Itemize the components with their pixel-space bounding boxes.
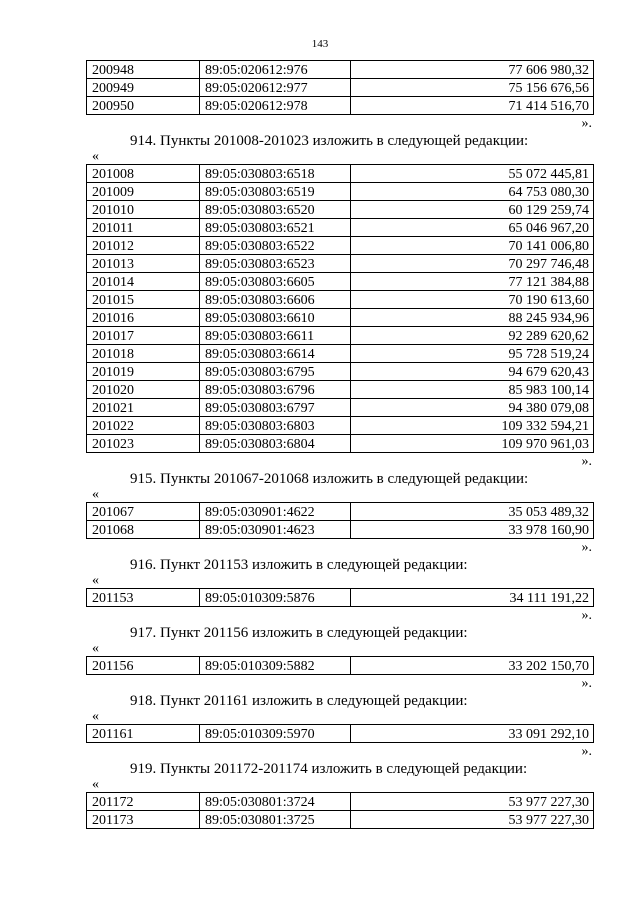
cadastral-value-cell: 60 129 259,74 <box>351 201 594 219</box>
cadastral-number-cell: 89:05:030803:6795 <box>200 363 351 381</box>
cadastral-number-cell: 89:05:020612:977 <box>200 79 351 97</box>
row-id-cell: 201008 <box>87 165 200 183</box>
row-id-cell: 201009 <box>87 183 200 201</box>
row-id-cell: 201020 <box>87 381 200 399</box>
cadastral-number-cell: 89:05:030803:6523 <box>200 255 351 273</box>
amendment-section <box>86 470 594 539</box>
cadastral-number-cell: 89:05:030803:6804 <box>200 435 351 453</box>
row-id-cell: 201011 <box>87 219 200 237</box>
table-row <box>87 79 594 97</box>
cadastral-number-cell: 89:05:030901:4623 <box>200 521 351 539</box>
cadastral-number-cell: 89:05:020612:976 <box>200 61 351 79</box>
cadastral-number-cell: 89:05:030803:6522 <box>200 237 351 255</box>
row-id-cell: 201013 <box>87 255 200 273</box>
cadastral-value-cell: 94 380 079,08 <box>351 399 594 417</box>
cadastral-number-cell: 89:05:030803:6610 <box>200 309 351 327</box>
cadastral-value-cell: 71 414 516,70 <box>351 97 594 115</box>
row-id-cell: 201019 <box>87 363 200 381</box>
row-id-cell: 201014 <box>87 273 200 291</box>
cadastral-value-cell: 88 245 934,96 <box>351 309 594 327</box>
closing-quote: ». <box>581 744 592 759</box>
cadastral-value-cell: 70 141 006,80 <box>351 237 594 255</box>
cadastral-value-cell: 64 753 080,30 <box>351 183 594 201</box>
cadastral-value-cell: 53 977 227,30 <box>351 793 594 811</box>
row-id-cell: 200949 <box>87 79 200 97</box>
opening-quote: « <box>92 709 99 724</box>
table-row <box>87 165 594 183</box>
table-row <box>87 811 594 829</box>
section-table <box>86 502 594 539</box>
cadastral-value-cell: 75 156 676,56 <box>351 79 594 97</box>
table-row <box>87 219 594 237</box>
cadastral-number-cell: 89:05:030803:6611 <box>200 327 351 345</box>
amendment-section <box>86 624 594 675</box>
document-body <box>86 60 594 829</box>
cadastral-value-cell: 95 728 519,24 <box>351 345 594 363</box>
row-id-cell: 201010 <box>87 201 200 219</box>
table-row <box>87 381 594 399</box>
cadastral-value-cell: 34 111 191,22 <box>351 589 594 607</box>
section-table <box>86 656 594 675</box>
cadastral-value-cell: 109 970 961,03 <box>351 435 594 453</box>
opening-quote: « <box>92 487 99 502</box>
table-row <box>87 201 594 219</box>
cadastral-number-cell: 89:05:010309:5970 <box>200 725 351 743</box>
table-row <box>87 183 594 201</box>
cadastral-number-cell: 89:05:030803:6519 <box>200 183 351 201</box>
cadastral-number-cell: 89:05:030901:4622 <box>200 503 351 521</box>
cadastral-number-cell: 89:05:020612:978 <box>200 97 351 115</box>
table-row <box>87 589 594 607</box>
row-id-cell: 201173 <box>87 811 200 829</box>
amendment-section <box>86 556 594 607</box>
closing-quote: ». <box>581 676 592 691</box>
row-id-cell: 201153 <box>87 589 200 607</box>
opening-quote: « <box>92 777 99 792</box>
cadastral-number-cell: 89:05:010309:5876 <box>200 589 351 607</box>
row-id-cell: 201172 <box>87 793 200 811</box>
section-heading: 915. Пункты 201067-201068 изложить в следующей редакции: <box>130 471 529 487</box>
cadastral-value-cell: 53 977 227,30 <box>351 811 594 829</box>
cadastral-value-cell: 94 679 620,43 <box>351 363 594 381</box>
cadastral-number-cell: 89:05:030803:6614 <box>200 345 351 363</box>
section-heading: 919. Пункты 201172-201174 изложить в следующей редакции: <box>130 761 528 777</box>
row-id-cell: 201017 <box>87 327 200 345</box>
cadastral-value-cell: 77 121 384,88 <box>351 273 594 291</box>
table-row <box>87 435 594 453</box>
cadastral-value-cell: 77 606 980,32 <box>351 61 594 79</box>
row-id-cell: 201016 <box>87 309 200 327</box>
closing-quote: ». <box>581 540 592 555</box>
opening-quote: « <box>92 149 99 164</box>
row-id-cell: 201156 <box>87 657 200 675</box>
row-id-cell: 201018 <box>87 345 200 363</box>
amendment-section <box>86 760 594 829</box>
cadastral-number-cell: 89:05:030803:6521 <box>200 219 351 237</box>
table-row <box>87 309 594 327</box>
opening-quote: « <box>92 641 99 656</box>
page-number: 143 <box>311 38 329 50</box>
cadastral-number-cell: 89:05:030803:6520 <box>200 201 351 219</box>
cadastral-number-cell: 89:05:030803:6796 <box>200 381 351 399</box>
table-row <box>87 273 594 291</box>
cadastral-number-cell: 89:05:030803:6605 <box>200 273 351 291</box>
section-heading: 917. Пункт 201156 изложить в следующей редакции: <box>130 625 468 641</box>
row-id-cell: 201012 <box>87 237 200 255</box>
section-heading: 916. Пункт 201153 изложить в следующей редакции: <box>130 557 468 573</box>
table-row <box>87 521 594 539</box>
table-row <box>87 61 594 79</box>
cadastral-value-cell: 55 072 445,81 <box>351 165 594 183</box>
amendment-section <box>86 132 594 453</box>
row-id-cell: 200950 <box>87 97 200 115</box>
table-row <box>87 725 594 743</box>
opening-quote: « <box>92 573 99 588</box>
table-row <box>87 237 594 255</box>
row-id-cell: 201022 <box>87 417 200 435</box>
table-row <box>87 327 594 345</box>
table-row <box>87 503 594 521</box>
row-id-cell: 200948 <box>87 61 200 79</box>
table-row <box>87 97 594 115</box>
cadastral-number-cell: 89:05:030803:6797 <box>200 399 351 417</box>
cadastral-number-cell: 89:05:030801:3725 <box>200 811 351 829</box>
table-row <box>87 291 594 309</box>
cadastral-value-cell: 33 091 292,10 <box>351 725 594 743</box>
section-heading: 914. Пункты 201008-201023 изложить в следующей редакции: <box>130 133 529 149</box>
closing-quote: ». <box>581 608 592 623</box>
cadastral-value-cell: 70 297 746,48 <box>351 255 594 273</box>
closing-quote: ». <box>581 454 592 469</box>
row-id-cell: 201021 <box>87 399 200 417</box>
row-id-cell: 201067 <box>87 503 200 521</box>
closing-quote: ». <box>581 116 592 131</box>
cadastral-value-cell: 65 046 967,20 <box>351 219 594 237</box>
table-row <box>87 417 594 435</box>
row-id-cell: 201161 <box>87 725 200 743</box>
section-table <box>86 164 594 453</box>
cadastral-value-cell: 33 978 160,90 <box>351 521 594 539</box>
table-row <box>87 255 594 273</box>
amendment-section <box>86 692 594 743</box>
row-id-cell: 201023 <box>87 435 200 453</box>
first-table <box>86 60 594 115</box>
cadastral-value-cell: 109 332 594,21 <box>351 417 594 435</box>
cadastral-value-cell: 70 190 613,60 <box>351 291 594 309</box>
table-row <box>87 793 594 811</box>
cadastral-number-cell: 89:05:030801:3724 <box>200 793 351 811</box>
section-table <box>86 792 594 829</box>
cadastral-value-cell: 92 289 620,62 <box>351 327 594 345</box>
table-row <box>87 657 594 675</box>
section-table <box>86 724 594 743</box>
row-id-cell: 201068 <box>87 521 200 539</box>
cadastral-number-cell: 89:05:030803:6606 <box>200 291 351 309</box>
table-row <box>87 363 594 381</box>
cadastral-value-cell: 35 053 489,32 <box>351 503 594 521</box>
cadastral-number-cell: 89:05:030803:6803 <box>200 417 351 435</box>
row-id-cell: 201015 <box>87 291 200 309</box>
table-row <box>87 345 594 363</box>
cadastral-value-cell: 85 983 100,14 <box>351 381 594 399</box>
section-heading: 918. Пункт 201161 изложить в следующей редакции: <box>130 693 468 709</box>
cadastral-number-cell: 89:05:010309:5882 <box>200 657 351 675</box>
cadastral-value-cell: 33 202 150,70 <box>351 657 594 675</box>
table-row <box>87 399 594 417</box>
section-table <box>86 588 594 607</box>
cadastral-number-cell: 89:05:030803:6518 <box>200 165 351 183</box>
